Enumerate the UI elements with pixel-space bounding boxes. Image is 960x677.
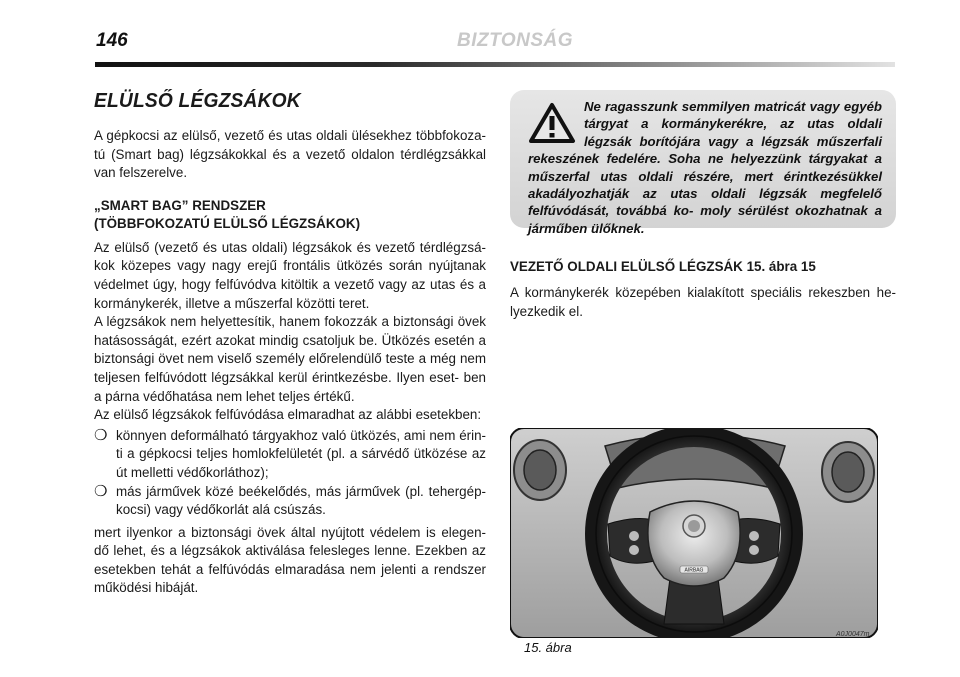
list-item	[94, 427, 486, 483]
intro-paragraph: A gépkocsi az elülső, vezető és utas oldali ülésekhez többfokoza- tú (Smart bag) légzsákokkal és a vezető oldalon térdlégzsákkal van felszerelve.	[94, 128, 486, 181]
subheading-line-1: „SMART BAG” RENDSZER	[94, 197, 266, 213]
body-paragraph-1: Az elülső (vezető és utas oldali) légzsákok és vezető térdlégzsá- kok közepes vagy nagy erejű frontális ütközés során nyújtanak védelmet úgy, hogy felfúvódva kitöltik a vezető vagy az utas és a kormánykerék, illetve a műszerfal közötti teret.	[94, 239, 486, 311]
figure-heading: VEZETŐ OLDALI ELÜLSŐ LÉGZSÁK 15. ábra 15	[510, 259, 816, 274]
steering-wheel-figure	[510, 428, 878, 638]
bullet-circle-icon: ❍	[94, 482, 108, 500]
running-head: BIZTONSÁG	[456, 30, 574, 51]
figure-caption: 15. ábra	[524, 640, 572, 655]
steering-wheel-illustration	[510, 428, 878, 638]
body-paragraph-4: mert ilyenkor a biztonsági övek által nyújtott védelem is elegen- dő lehet, és a légzsákok aktiválása felesleges lenne. Ezekben az esetekben tehát a felfúvódás elmaradása nem jelenti a rendszer működési hibáját.	[94, 524, 486, 596]
section-title: ELÜLSŐ LÉGZSÁKOK	[94, 90, 301, 112]
subheading	[94, 197, 486, 233]
figure-code: A0J0047m	[836, 631, 870, 638]
subheading-line-2: (TÖBBFOKOZATÚ ELÜLSŐ LÉGZSÁKOK)	[94, 215, 361, 231]
header-rule	[95, 62, 895, 67]
bullet-list	[94, 427, 486, 520]
page-number: 146	[96, 30, 128, 51]
warning-text-block	[528, 98, 882, 237]
warning-box	[510, 90, 896, 236]
warning-triangle-icon	[528, 102, 576, 144]
figure-paragraph: A kormánykerék közepében kialakított speciális rekeszben he- lyezkedik el.	[510, 285, 896, 319]
list-item-text: más járművek közé beékelődés, más járművek (pl. tehergép- kocsi) vagy védőkorlát alá csúszás.	[116, 483, 486, 518]
left-column	[94, 90, 486, 598]
list-item-text: könnyen deformálható tárgyakhoz való ütközés, ami nem érin- ti a gépkocsi teljes homlokfelületét (pl. a sárvédő ütközése az út melletti védőkorláthoz);	[116, 427, 486, 480]
list-item	[94, 483, 486, 520]
bullet-circle-icon: ❍	[94, 426, 108, 444]
airbag-badge: AIRBAG	[684, 567, 704, 574]
body-paragraph-2: A légzsákok nem helyettesítik, hanem fokozzák a biztonsági övek hatásosságát, ezért azokat mindig csatoljuk be. Ütközés esetén a biztonsági övet nem viselő személy előrelendülő teste a még nem teljesen felfúvódott légzsákkal kerül érintkezésbe. Ilyen eset- ben a párna védőhatása nem lehet teljes értékű.	[94, 314, 486, 404]
warning-text: Ne ragasszunk semmilyen matricát vagy egyéb tárgyat a kormánykerékre, az utas oldali légzsák borítójára vagy a légzsák műszerfali rekeszének fedelére. Soha ne helyezzünk tárgyakat a műszerfal utas oldali részére, mert érintkezésükkel akadályozhatják az utas oldali légzsák megfelelő felfúvódását, továbbá ko- moly sérülést okozhatnak a járműben ülőknek.	[528, 99, 882, 236]
body-paragraph-3: Az elülső légzsákok felfúvódása elmaradhat az alábbi esetekben:	[94, 407, 482, 423]
